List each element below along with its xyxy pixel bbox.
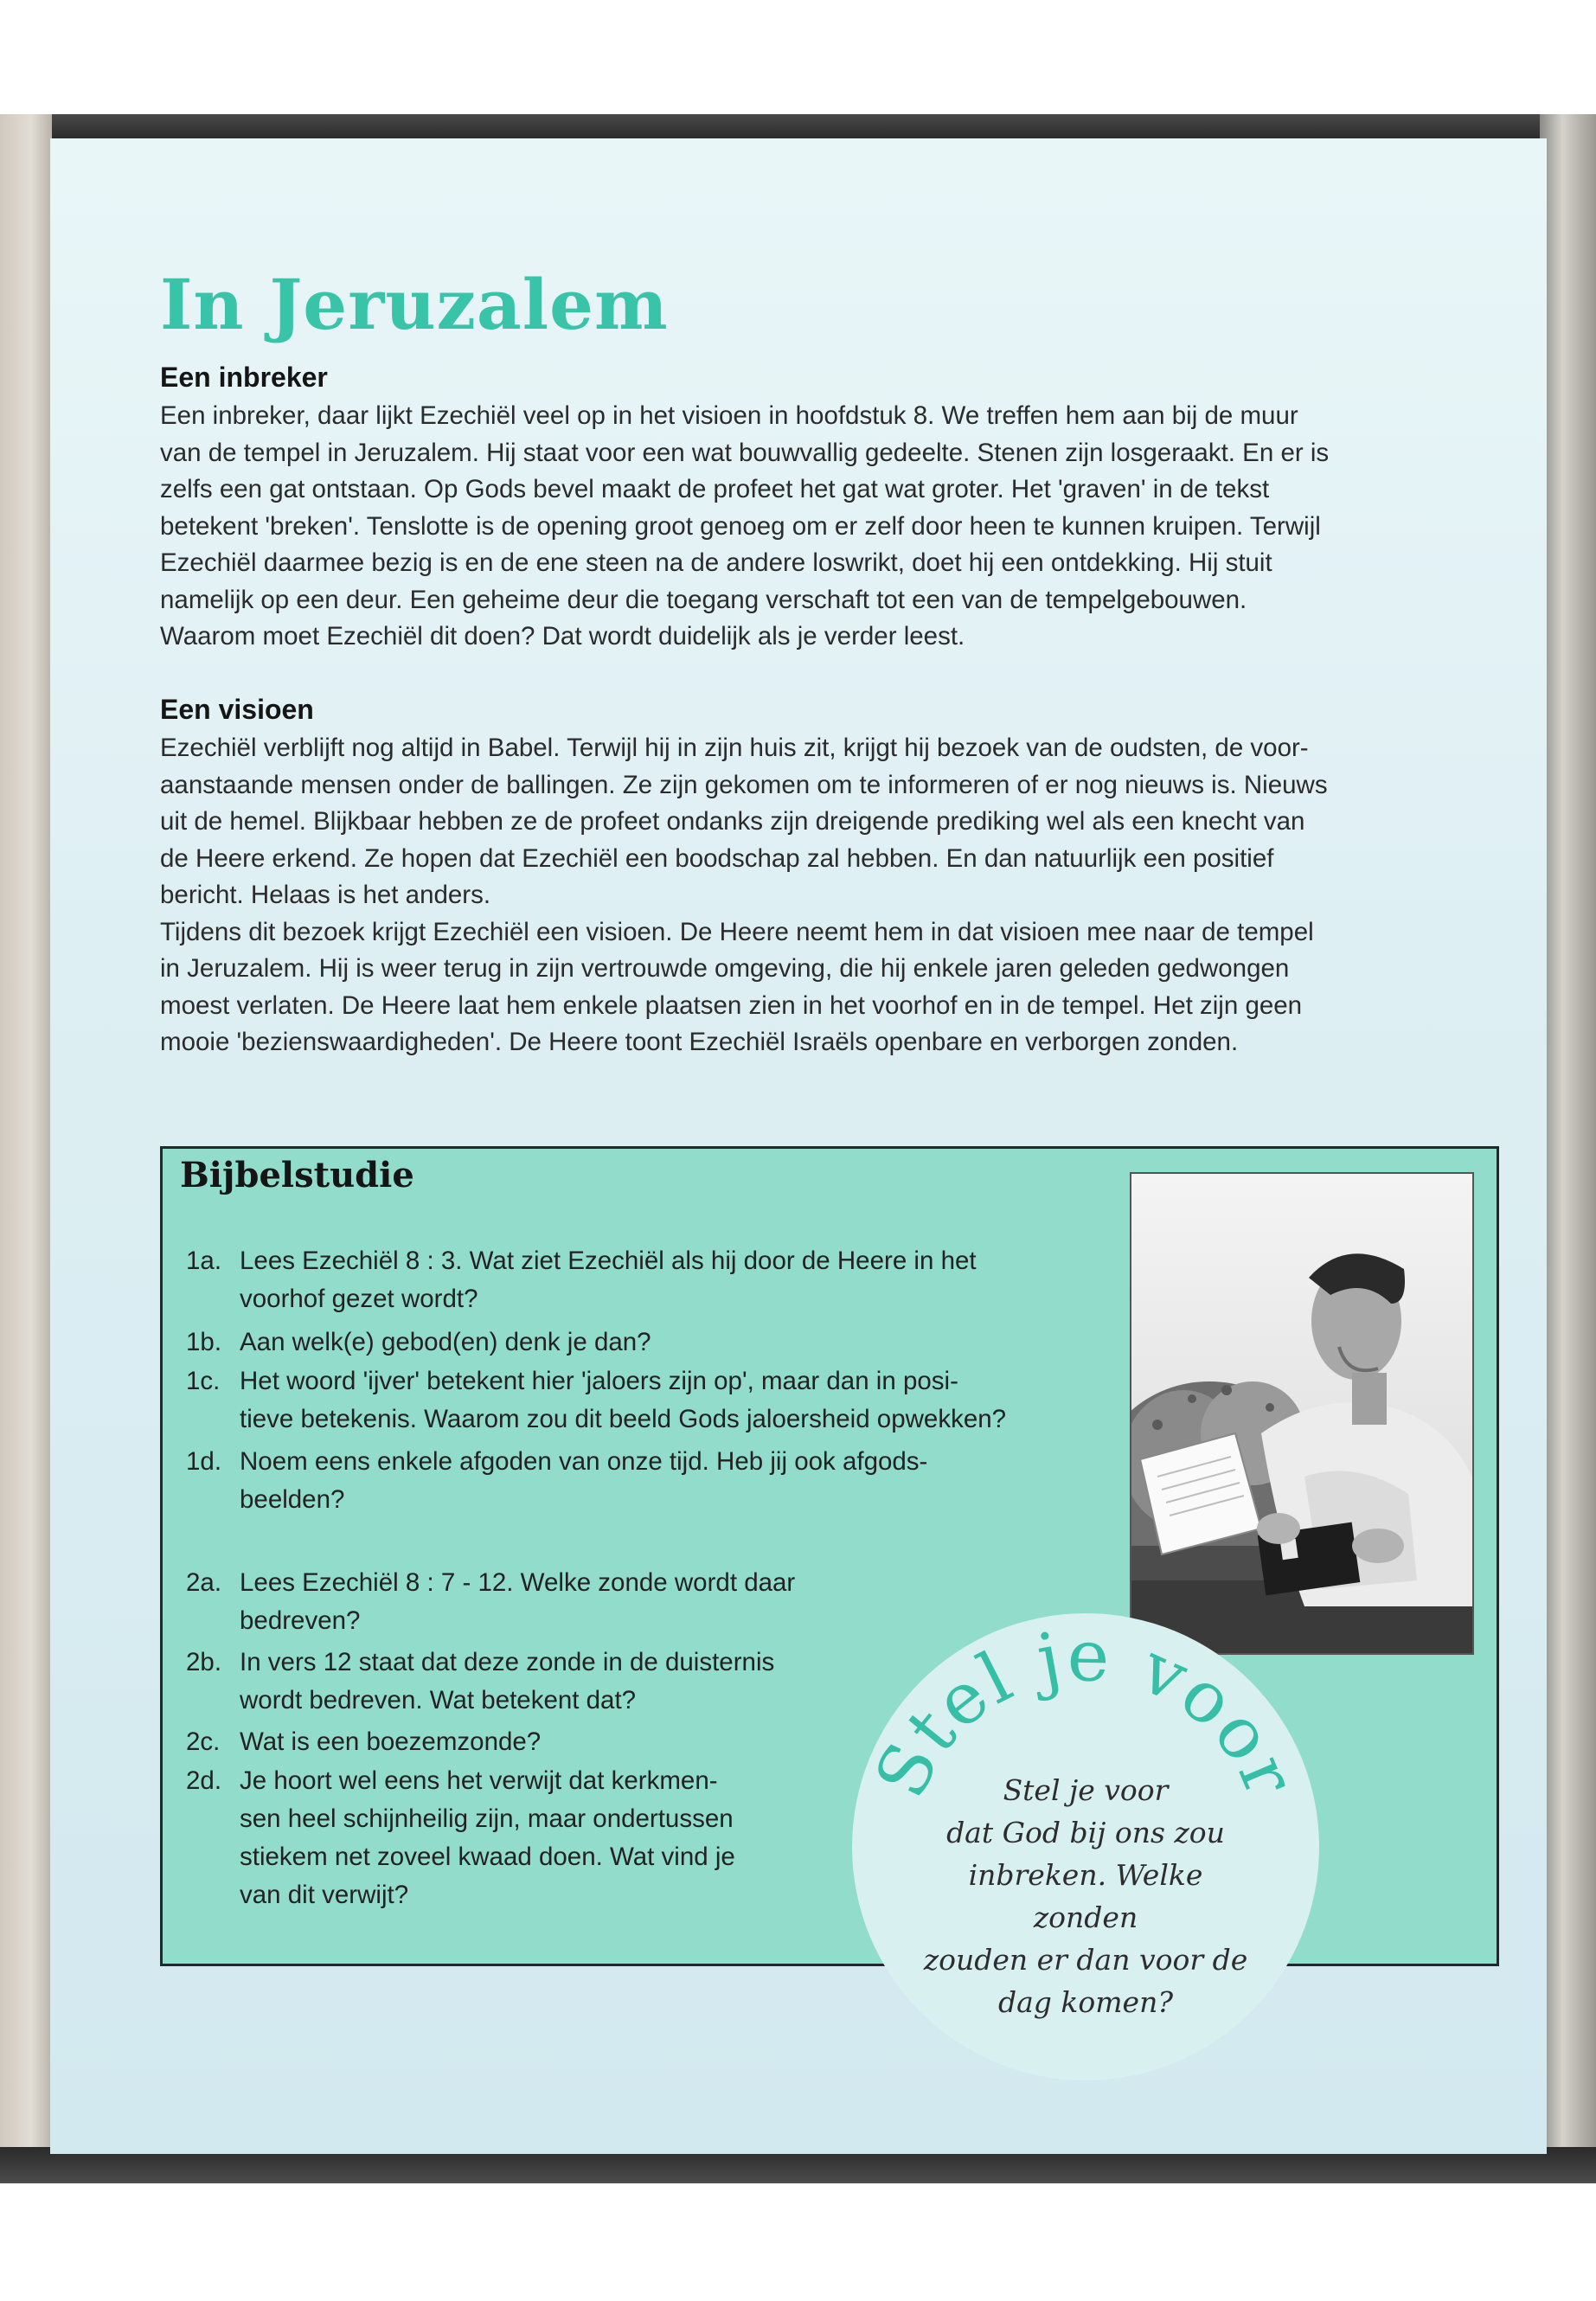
question-line: stiekem net zoveel kwaad doen. Wat vind je — [240, 1843, 735, 1871]
text-line: mooie 'bezienswaardigheden'. De Heere toont Ezechiël Israëls openbare en verborgen zonden. — [160, 1028, 1239, 1056]
question-number: 2d. — [186, 1766, 222, 1795]
text-line: van de tempel in Jeruzalem. Hij staat voor een wat bouwvallig gedeelte. Stenen zijn losgeraakt. En er is — [160, 438, 1330, 467]
section-text-inbreker — [160, 398, 1497, 656]
question-line: voorhof gezet wordt? — [240, 1285, 478, 1313]
book-spine-left — [0, 114, 52, 2183]
text-line: namelijk op een deur. Een geheime deur die toegang verschaft tot een van de tempelgebouwen. — [160, 585, 1247, 614]
text-line: Ezechiël daarmee bezig is en de ene steen na de andere loswrikt, doet hij een ontdekking. Hij stuit — [160, 548, 1272, 577]
question-line: In vers 12 staat dat deze zonde in de duisternis — [240, 1648, 775, 1676]
section-heading-visioen: Een visioen — [160, 694, 314, 725]
text-line: zelfs een gat ontstaan. Op Gods bevel maakt de profeet het gat wat groter. Het 'graven' in de tekst — [160, 475, 1270, 503]
question-line: Noem eens enkele afgoden van onze tijd. Heb jij ook afgods- — [240, 1447, 928, 1476]
question-number: 2b. — [186, 1648, 222, 1676]
text-line: Waarom moet Ezechiël dit doen? Dat wordt duidelijk als je verder leest. — [160, 622, 965, 651]
section-heading-inbreker: Een inbreker — [160, 362, 328, 393]
question-line: tieve betekenis. Waarom zou dit beeld Gods jaloersheid opwekken? — [240, 1405, 1007, 1433]
section-text-visioen — [160, 730, 1497, 1061]
stel-je-voor-text — [913, 1769, 1259, 2023]
question-line: van dit verwijt? — [240, 1881, 409, 1909]
circle-line: Stel je voor — [1003, 1773, 1169, 1807]
question-number: 1b. — [186, 1328, 222, 1356]
text-line: Een inbreker, daar lijkt Ezechiël veel op in het visioen in hoofdstuk 8. We treffen hem aan bij de muur — [160, 401, 1298, 430]
question-line: Lees Ezechiël 8 : 3. Wat ziet Ezechiël als hij door de Heere in het — [240, 1247, 977, 1275]
text-line: de Heere erkend. Ze hopen dat Ezechiël een boodschap zal hebben. En dan natuurlijk een positief — [160, 843, 1274, 873]
book-edge-right — [1540, 114, 1596, 2183]
text-line: aanstaande mensen onder de ballingen. Ze zijn gekomen om te informeren of er nog nieuws is. Nieuws — [160, 770, 1328, 799]
question-number: 2c. — [186, 1727, 221, 1756]
question-1d — [186, 1443, 1120, 1519]
question-line: wordt bedreven. Wat betekent dat? — [240, 1686, 637, 1715]
question-1c — [186, 1362, 1120, 1439]
question-line: Je hoort wel eens het verwijt dat kerkmen- — [240, 1766, 718, 1795]
question-number: 2a. — [186, 1568, 222, 1597]
question-1b — [186, 1324, 1120, 1362]
circle-line: dag komen? — [997, 1985, 1174, 2019]
text-line: Tijdens dit bezoek krijgt Ezechiël een visioen. De Heere neemt hem in dat visioen mee naar de tempel — [160, 917, 1314, 946]
student-reading-photo — [1130, 1172, 1474, 1655]
question-2b — [186, 1644, 878, 1720]
text-line: Ezechiël verblijft nog altijd in Babel. Terwijl hij in zijn huis zit, krijgt hij bezoek van de oudsten, de voor- — [160, 734, 1309, 762]
circle-line: inbreken. Welke zonden — [968, 1858, 1203, 1934]
question-line: beelden? — [240, 1485, 345, 1514]
question-line: Wat is een boezemzonde? — [240, 1727, 542, 1756]
photo-illustration — [1131, 1174, 1474, 1655]
question-2d — [186, 1762, 878, 1914]
question-2a — [186, 1564, 878, 1640]
page-title: In Jeruzalem — [160, 264, 669, 345]
question-number: 1c. — [186, 1367, 221, 1395]
circle-line: dat God bij ons zou — [946, 1816, 1225, 1849]
text-line: betekent 'breken'. Tenslotte is de opening groot genoeg om er zelf door heen te kunnen kruipen. Terwijl — [160, 511, 1321, 541]
text-line: bericht. Helaas is het anders. — [160, 881, 491, 909]
stel-je-voor-arc-title: Stel je voor — [859, 1614, 1312, 1811]
bijbelstudie-title: Bijbelstudie — [180, 1155, 414, 1195]
question-line: Het woord 'ijver' betekent hier 'jaloers zijn op', maar dan in posi- — [240, 1367, 958, 1395]
question-line: sen heel schijnheilig zijn, maar ondertussen — [240, 1804, 734, 1833]
circle-line: zouden er dan voor de — [923, 1943, 1248, 1977]
question-2c — [186, 1723, 878, 1761]
question-line: Aan welk(e) gebod(en) denk je dan? — [240, 1328, 651, 1356]
question-number: 1a. — [186, 1247, 222, 1275]
text-line: uit de hemel. Blijkbaar hebben ze de profeet ondanks zijn dreigende prediking wel als een knecht van — [160, 807, 1305, 836]
question-line: Lees Ezechiël 8 : 7 - 12. Welke zonde wordt daar — [240, 1568, 796, 1597]
question-number: 1d. — [186, 1447, 222, 1476]
question-1a — [186, 1242, 1120, 1318]
text-line: moest verlaten. De Heere laat hem enkele plaatsen zien in het voorhof en in de tempel. Het zijn geen — [160, 990, 1303, 1020]
text-line: in Jeruzalem. Hij is weer terug in zijn vertrouwde omgeving, die hij enkele jaren geleden gedwongen — [160, 954, 1290, 983]
question-line: bedreven? — [240, 1606, 361, 1635]
